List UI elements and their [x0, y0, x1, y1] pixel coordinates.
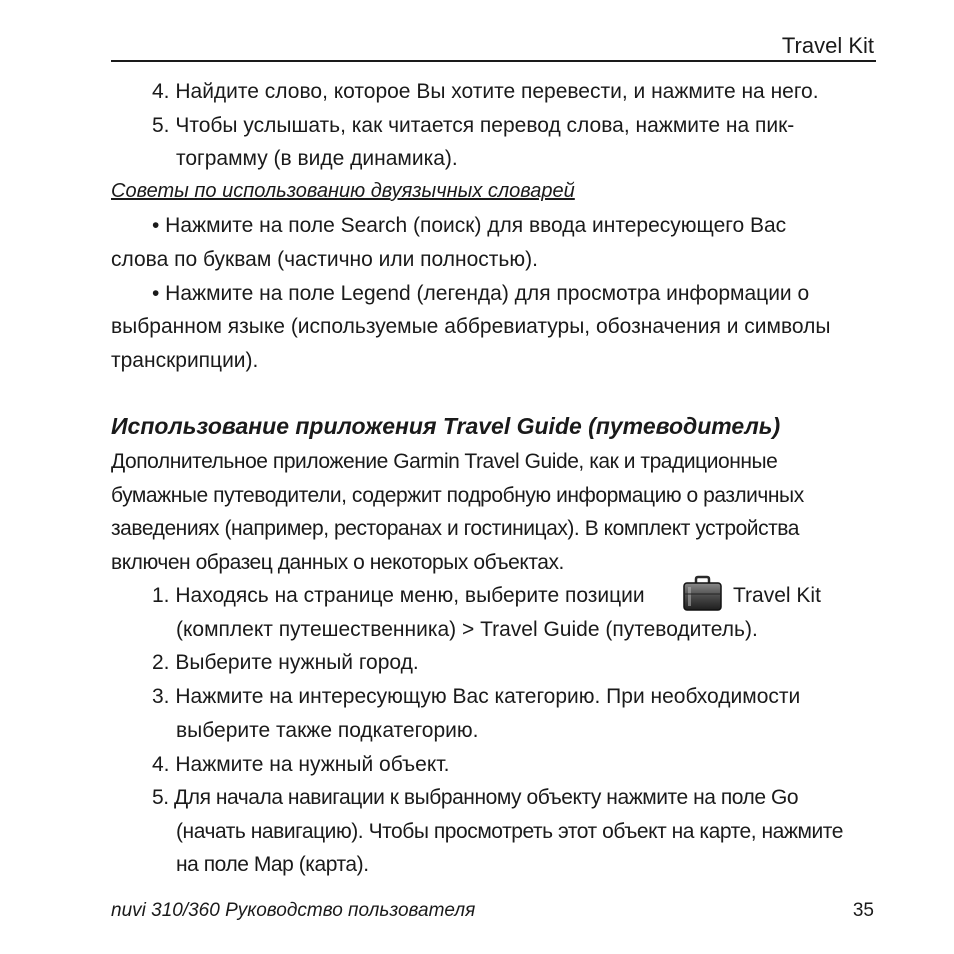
step-1-travel-kit-label: Travel Kit	[733, 584, 821, 607]
step-3-line2: выберите также подкатегорию.	[176, 719, 479, 742]
tips-heading: Советы по использованию двуязычных словарей	[111, 180, 575, 202]
intro-line2: бумажные путеводители, содержит подробную информацию о различных	[111, 484, 804, 507]
header-rule	[111, 60, 876, 62]
intro-line3: заведениях (например, ресторанах и гостиницах). В комплект устройства	[111, 517, 800, 540]
step-2: 2. Выберите нужный город.	[152, 651, 419, 674]
intro-line1: Дополнительное приложение Garmin Travel Guide, как и традиционные	[111, 450, 778, 473]
step-1-line2: (комплект путешественника) > Travel Guide (путеводитель).	[176, 618, 758, 641]
tip-1-line1: • Нажмите на поле Search (поиск) для ввода интересующего Вас	[152, 214, 787, 237]
tip-2-line3: транскрипции).	[111, 349, 259, 372]
step-5-line3: на поле Map (карта).	[176, 853, 369, 876]
step-5-listen-line2: тограмму (в виде динамика).	[176, 147, 458, 170]
tip-2-line2: выбранном языке (используемые аббревиатуры, обозначения и символы	[111, 315, 831, 338]
step-4-translate: 4. Найдите слово, которое Вы хотите перевести, и нажмите на него.	[152, 80, 819, 103]
intro-line4: включен образец данных о некоторых объектах.	[111, 551, 564, 574]
step-3-line1: 3. Нажмите на интересующую Вас категорию. При необходимости	[152, 685, 801, 708]
step-5-line1: 5. Для начала навигации к выбранному объекту нажмите на поле Go	[152, 786, 799, 809]
section-title: Использование приложения Travel Guide (путеводитель)	[111, 413, 781, 439]
step-5-line2: (начать навигацию). Чтобы просмотреть этот объект на карте, нажмите	[176, 820, 843, 843]
running-header: Travel Kit	[781, 33, 874, 58]
tip-2-line1: • Нажмите на поле Legend (легенда) для просмотра информации о	[152, 282, 810, 305]
tip-1-line2: слова по буквам (частично или полностью).	[111, 248, 538, 271]
step-5-listen-line1: 5. Чтобы услышать, как читается перевод слова, нажмите на пик-	[152, 114, 795, 137]
briefcase-icon	[682, 574, 723, 612]
page-number: 35	[852, 900, 874, 921]
footer-manual-title: nuvi 310/360 Руководство пользователя	[111, 900, 476, 921]
step-1-line1: 1. Находясь на странице меню, выберите позиции	[152, 584, 645, 607]
step-4: 4. Нажмите на нужный объект.	[152, 753, 450, 776]
